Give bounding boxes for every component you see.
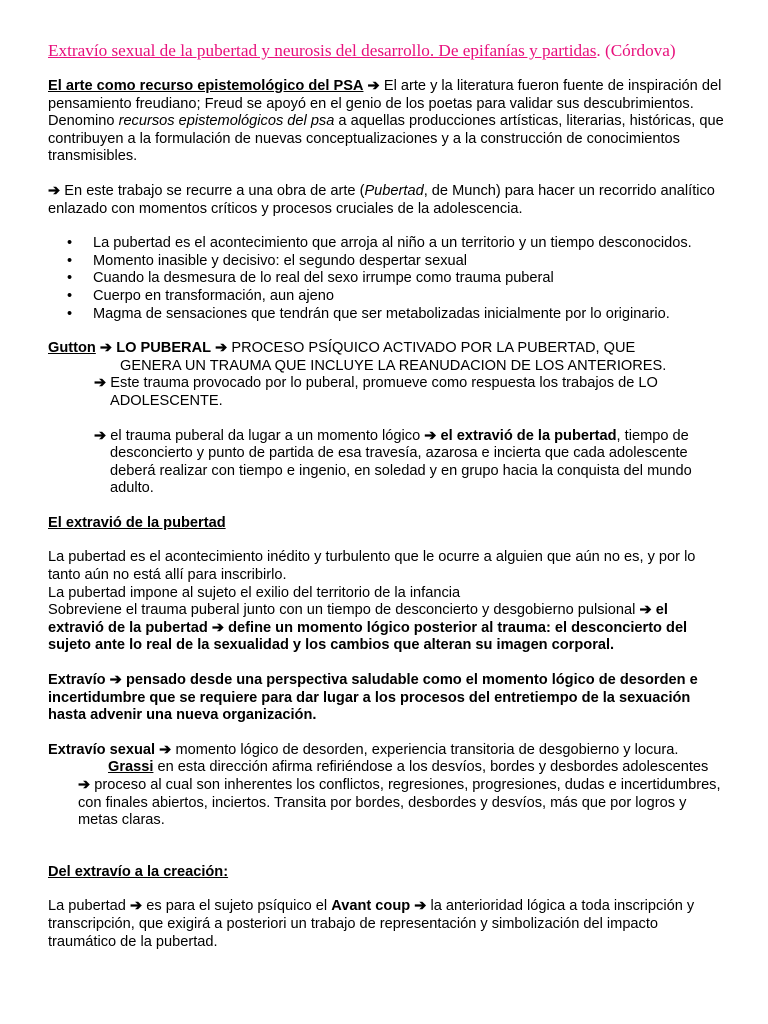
paragraph-trauma [48, 375, 724, 410]
arrow-icon: ➔ [94, 427, 107, 444]
arrow-icon: ➔ [109, 672, 122, 689]
paragraph-avant-coup [48, 898, 724, 951]
list-item: • Magma de sensaciones que tendrán que ser metabolizadas inicialmente por lo originario. [93, 306, 724, 324]
paragraph-text: La pubertad [48, 898, 130, 915]
title-main: Extravío sexual de la pubertad y neurosis del desarrollo. De epifanías y partidas [48, 41, 597, 60]
paragraph-exilio: La pubertad impone al sujeto el exilio del territorio de la infancia [48, 584, 461, 601]
italic-term: recursos epistemológicos del psa [118, 113, 335, 130]
heading-extravio [48, 515, 724, 533]
list-item: • Cuando la desmesura de lo real del sexo irrumpe como trauma puberal [93, 270, 724, 288]
arrow-icon: ➔ [211, 619, 225, 636]
arrow-icon: ➔ [639, 602, 652, 619]
paragraph-text: Sobreviene el trauma puberal junto con un tiempo de desconcierto y desgobierno pulsional [48, 602, 640, 619]
list-item: • Cuerpo en transformación, aun ajeno [93, 288, 724, 306]
gutton-continuation: GENERA UN TRAUMA QUE INCLUYE LA REANUDACION DE LOS ANTERIORES. [120, 357, 667, 374]
bold-term: el extravió de la pubertad [440, 427, 617, 444]
section-heading: El extravió de la pubertad [48, 514, 226, 531]
list-item: • Momento inasible y decisivo: el segundo despertar sexual [93, 253, 724, 271]
bold-term: Avant coup [331, 898, 411, 915]
heading-art-resource: El arte como recurso epistemológico del PSA [48, 78, 364, 94]
paragraph-grassi [48, 759, 724, 829]
italic-term: Pubertad [364, 182, 424, 199]
arrow-icon: ➔ [99, 340, 113, 357]
arrow-icon: ➔ [414, 898, 427, 915]
arrow-icon: ➔ [215, 340, 228, 357]
paragraph-text: la anterioridad lógica a toda inscripción y transcripción, que exigirá a posteriori un trabajo de representación y simbolización del impacto traumático de la pubertad. [48, 898, 695, 950]
paragraph-text: PROCESO PSÍQUICO ACTIVADO POR LA PUBERTAD, QUE [227, 340, 636, 357]
arrow-icon: ➔ [129, 898, 143, 915]
list-item: • La pubertad es el acontecimiento que arroja al niño a un territorio y un tiempo desconocidos. [93, 235, 724, 253]
grassi-name: Grassi [108, 759, 154, 776]
paragraph-momento-logico [48, 428, 724, 498]
paragraph-text: El arte y la literatura fueron fuente de inspiración del pensamiento freudiano; Freud se apoyó en el genio de los poetas para validar sus descubrimientos. Denomino [48, 78, 722, 130]
title-author: . (Córdova) [596, 41, 676, 60]
document-title [48, 40, 724, 62]
paragraph-sobreviene [48, 602, 724, 655]
lo-puberal: LO PUBERAL [116, 340, 212, 357]
arrow-icon: ➔ [48, 182, 61, 199]
paragraph-text: a aquellas producciones artísticas, literarias, históricas, que contribuyen a la formulación de nuevas conceptualizaciones y a la construcción de conocimientos transmisibles. [48, 113, 724, 165]
paragraph-munch [48, 183, 724, 218]
paragraph-text: En este trabajo se recurre a una obra de arte ( [60, 182, 365, 199]
heading-creacion [48, 864, 724, 882]
bold-term: define un momento lógico posterior al trauma: el desconcierto del sujeto ante lo real de la sexualidad y los cambios que alteran su imagen corporal. [48, 619, 688, 654]
paragraph-text: Este trauma provocado por lo puberal, promueve como respuesta los trabajos de LO ADOLESCENTE. [106, 375, 658, 409]
arrow-icon: ➔ [424, 427, 437, 444]
arrow-icon: ➔ [367, 78, 380, 94]
arrow-icon: ➔ [78, 777, 91, 793]
bold-term: Extravío sexual [48, 741, 156, 758]
bold-term: Extravío [48, 672, 106, 689]
paragraph-text: momento lógico de desorden, experiencia transitoria de desgobierno y locura. [171, 741, 679, 758]
paragraph-extravio-saludable [48, 672, 724, 725]
paragraph-text: es para el sujeto psíquico el [142, 898, 332, 915]
arrow-icon: ➔ [159, 741, 172, 758]
gutton-name: Gutton [48, 340, 96, 357]
paragraph-text: en esta dirección afirma refiriéndose a los desvíos, bordes y desbordes adolescentes [153, 759, 709, 776]
paragraph-text: el trauma puberal da lugar a un momento lógico [106, 427, 425, 444]
paragraph-text: pensado desde una perspectiva saludable como el momento lógico de desorden e incertidumbre que se requiere para dar lugar a los procesos del entretiempo de la sexuación hasta advenir una nueva organización. [48, 672, 698, 724]
paragraph-extravio-sexual [48, 742, 724, 760]
paragraph-gutton [48, 340, 724, 358]
paragraph-text: , de Munch) para hacer un recorrido analítico enlazado con momentos críticos y procesos cruciales de la adolescencia. [48, 182, 715, 217]
arrow-icon: ➔ [94, 375, 107, 392]
paragraph-text: , tiempo de desconcierto y punto de partida de esa travesía, azarosa e incierta que cada adolescente deberá realizar con tiempo e ingenio, en soledad y en grupo hacia la conquista del mundo adulto. [110, 427, 692, 497]
bold-term: el extravió de la pubertad [48, 602, 668, 636]
paragraph-text: proceso al cual son inherentes los conflictos, regresiones, progresiones, dudas e incertidumbres, con finales abiertos, inciertos. Transita por bordes, desbordes y desvíos, más que por logros y metas claras. [78, 777, 721, 829]
bullet-list [48, 235, 724, 323]
paragraph-art-resource [48, 78, 724, 166]
paragraph-pubertad: La pubertad es el acontecimiento inédito y turbulento que le ocurre a alguien que aún no es, y por lo tanto aún no está allí para inscribirlo. [48, 549, 696, 584]
section-heading: Del extravío a la creación: [48, 863, 229, 880]
